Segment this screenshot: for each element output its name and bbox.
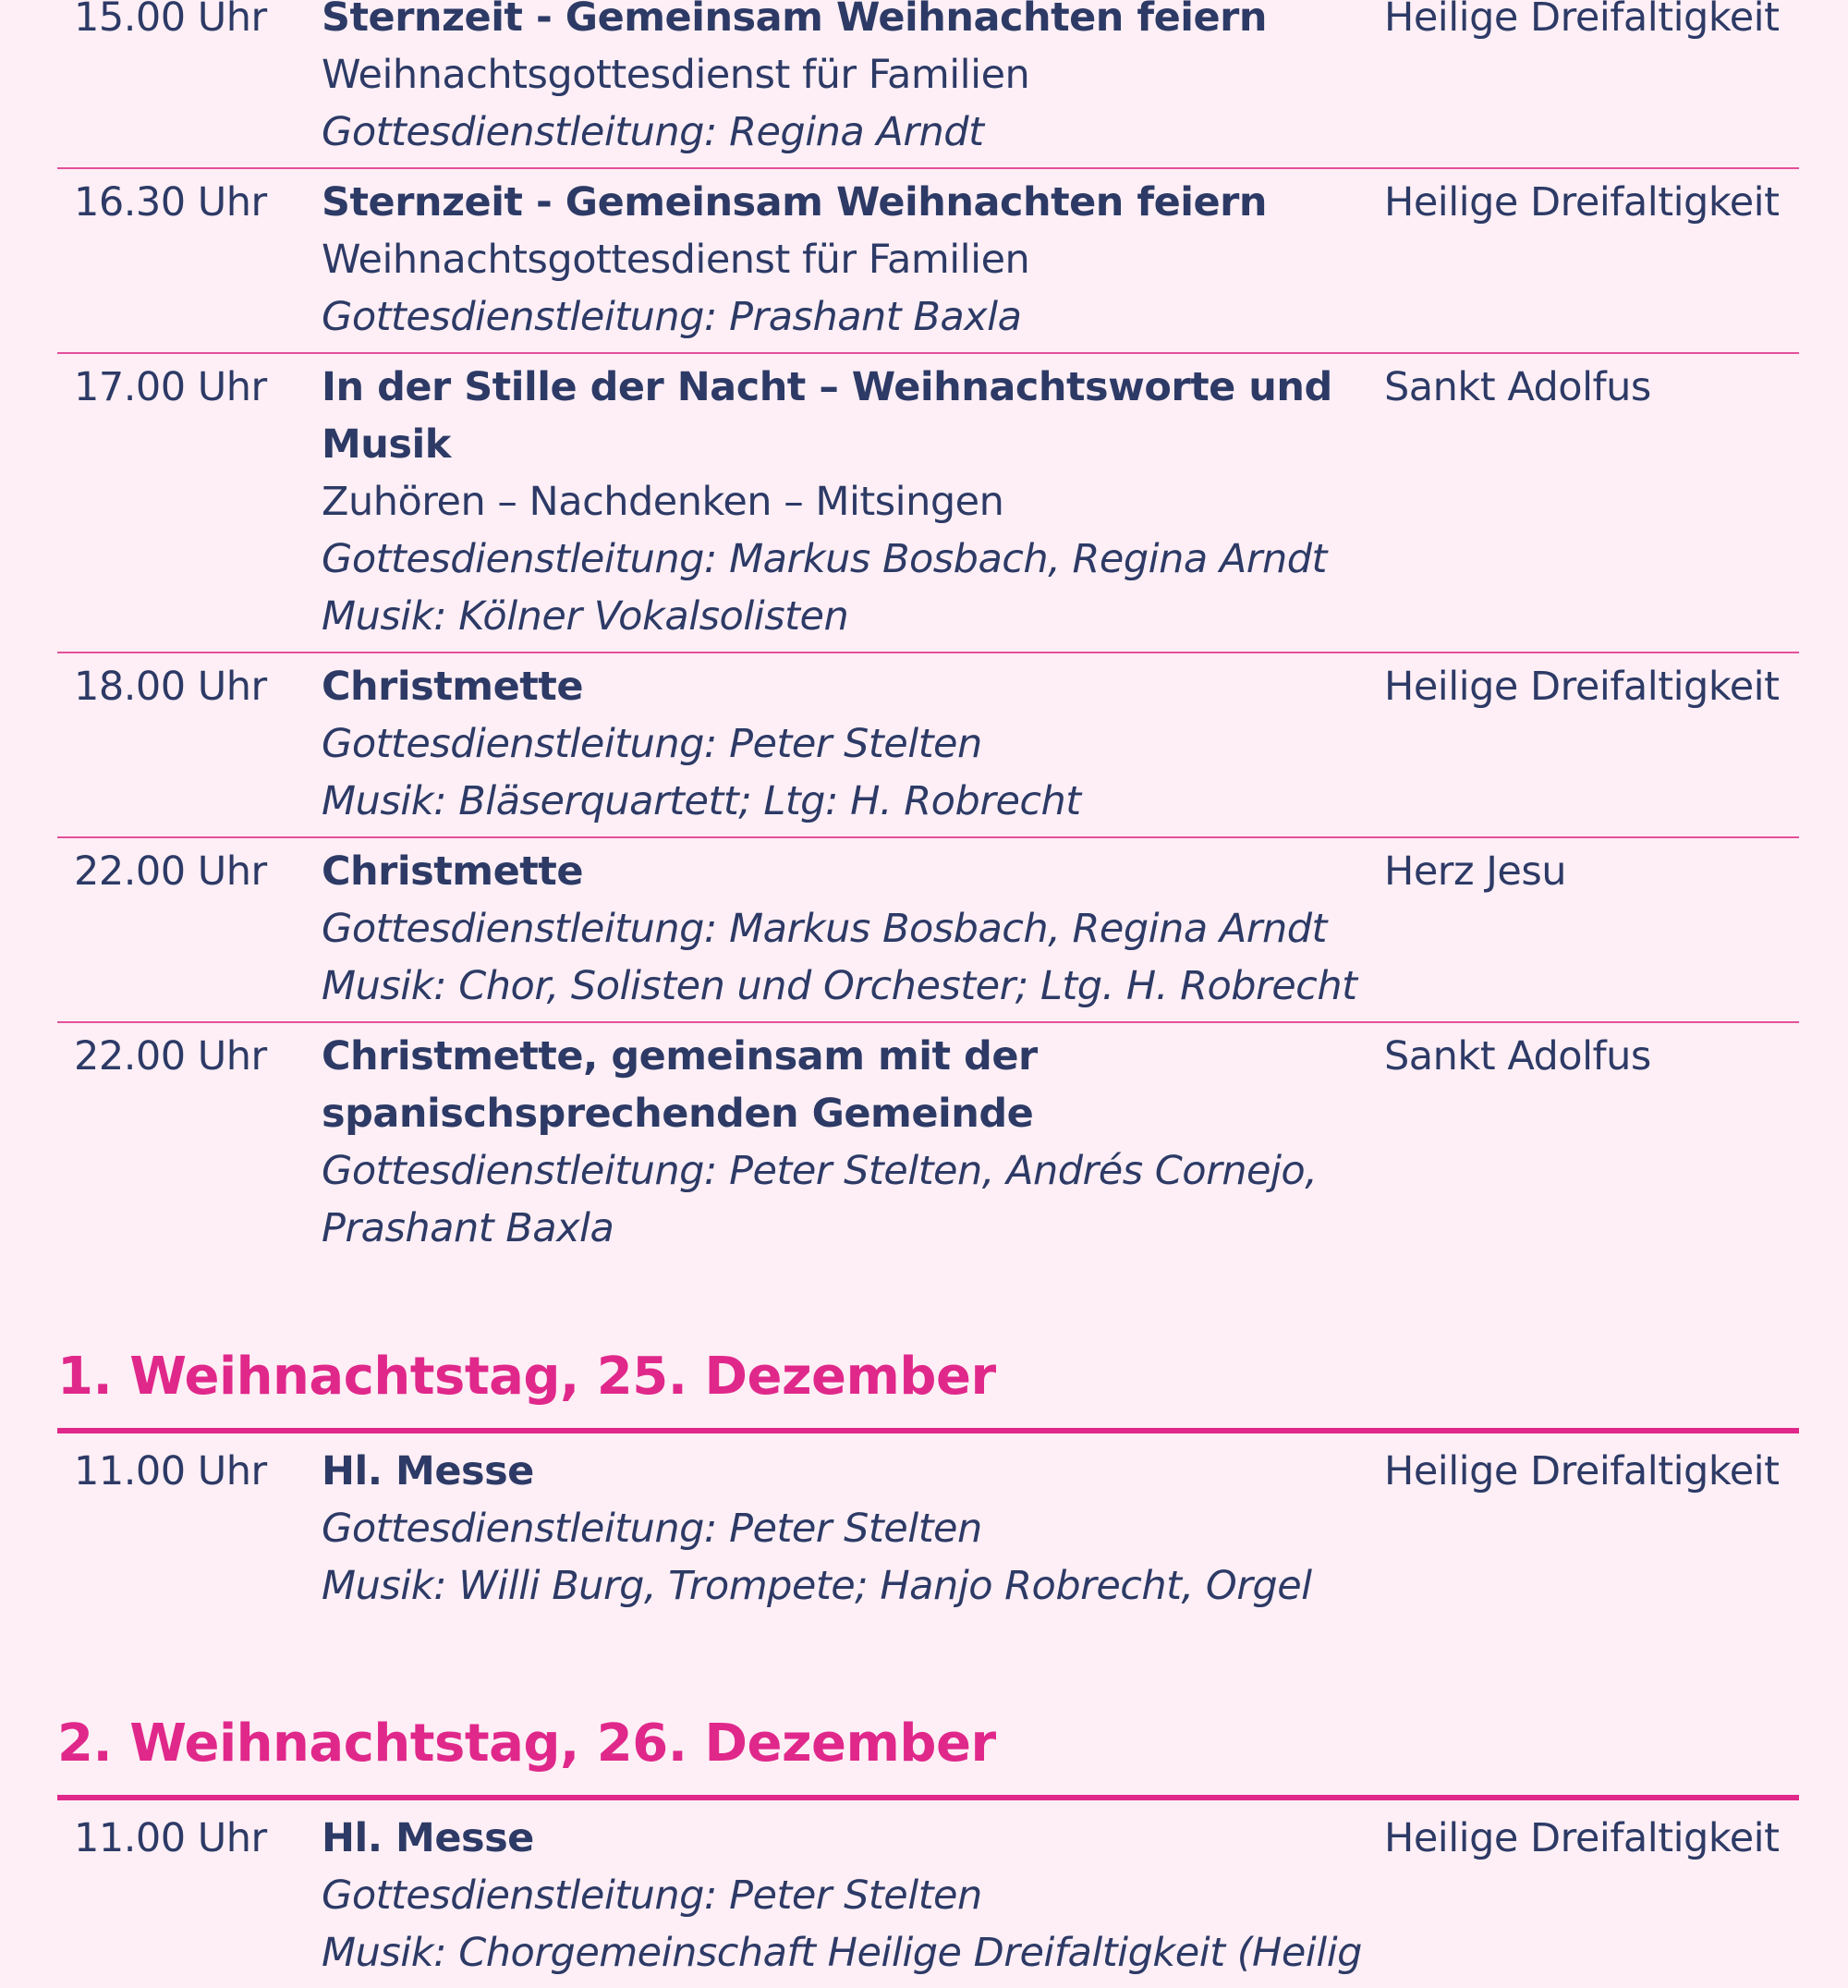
service-time: 11.00 Uhr: [74, 1815, 267, 1861]
service-location: Herz Jesu: [1384, 848, 1566, 895]
service-subtitle: Weihnachtsgottesdienst für Familien: [322, 237, 1030, 283]
service-title: Christmette, gemeinsam mit der: [322, 1033, 1038, 1079]
service-leader: Gottesdienstleitung: Peter Stelten: [322, 1506, 982, 1552]
service-description: [322, 1028, 1384, 1257]
service-row: [57, 0, 1799, 169]
service-time: 15.00 Uhr: [74, 0, 267, 41]
service-leader: Gottesdienstleitung: Markus Bosbach, Regina Arndt: [322, 536, 1327, 582]
service-location: Heilige Dreifaltigkeit: [1384, 179, 1780, 226]
service-title: Hl. Messe: [322, 1448, 534, 1494]
service-location: Heilige Dreifaltigkeit: [1384, 664, 1780, 710]
service-row: [57, 354, 1799, 653]
service-leader: Gottesdienstleitung: Peter Stelten: [322, 1872, 982, 1919]
service-row: [57, 1433, 1799, 1621]
service-title: Christmette: [322, 664, 584, 710]
service-schedule: [57, 0, 1799, 1988]
service-title: Christmette: [322, 848, 584, 895]
service-subtitle: Weihnachtsgottesdienst für Familien: [322, 52, 1030, 98]
service-location: Heilige Dreifaltigkeit: [1384, 1815, 1780, 1861]
service-time: 22.00 Uhr: [74, 848, 267, 895]
service-description: [322, 1810, 1384, 1982]
service-description: [322, 658, 1384, 830]
service-music: Musik: Willi Burg, Trompete; Hanjo Robrecht, Orgel: [322, 1563, 1312, 1609]
service-location: Sankt Adolfus: [1384, 364, 1651, 410]
service-title: In der Stille der Nacht – Weihnachtsworte und Musik: [322, 364, 1332, 468]
service-title: Sternzeit - Gemeinsam Weihnachten feiern: [322, 0, 1267, 41]
service-location: Heilige Dreifaltigkeit: [1384, 0, 1780, 41]
service-description: [322, 1443, 1384, 1615]
service-leader: Gottesdienstleitung: Prashant Baxla: [322, 294, 1022, 340]
service-leader: Gottesdienstleitung: Peter Stelten: [322, 721, 982, 767]
service-description: [322, 359, 1384, 645]
service-title: Hl. Messe: [322, 1815, 534, 1861]
service-leader: Gottesdienstleitung: Peter Stelten, Andrés Cornejo,: [322, 1148, 1318, 1194]
section-heading-christmas-day-1: 1. Weihnachtstag, 25. Dezember: [57, 1345, 1799, 1433]
service-location: Sankt Adolfus: [1384, 1033, 1651, 1079]
service-row: [57, 1023, 1799, 1263]
service-subtitle: Zuhören – Nachdenken – Mitsingen: [322, 479, 1004, 525]
service-row: [57, 653, 1799, 838]
service-time: 22.00 Uhr: [74, 1033, 267, 1079]
service-leader-continued: Prashant Baxla: [322, 1205, 614, 1251]
service-location: Heilige Dreifaltigkeit: [1384, 1448, 1780, 1494]
service-row: [57, 169, 1799, 354]
service-music: Musik: Bläserquartett; Ltg: H. Robrecht: [322, 778, 1081, 824]
service-time: 18.00 Uhr: [74, 664, 267, 710]
service-row: [57, 1800, 1799, 1988]
section-heading-christmas-day-2: 2. Weihnachtstag, 26. Dezember: [57, 1712, 1799, 1800]
service-description: [322, 174, 1384, 346]
service-leader: Gottesdienstleitung: Regina Arndt: [322, 109, 984, 155]
service-description: [322, 0, 1384, 161]
service-description: [322, 843, 1384, 1015]
service-music: Musik: Kölner Vokalsolisten: [322, 593, 849, 640]
service-time: 17.00 Uhr: [74, 364, 267, 410]
service-title: Sternzeit - Gemeinsam Weihnachten feiern: [322, 179, 1267, 226]
service-time: 11.00 Uhr: [74, 1448, 267, 1494]
service-music: Musik: Chor, Solisten und Orchester; Ltg. H. Robrecht: [322, 963, 1357, 1009]
service-music: Musik: Chorgemeinschaft Heilige Dreifaltigkeit (Heilig: [322, 1930, 1362, 1976]
service-row: [57, 838, 1799, 1023]
service-leader: Gottesdienstleitung: Markus Bosbach, Regina Arndt: [322, 906, 1327, 952]
service-time: 16.30 Uhr: [74, 179, 267, 226]
service-title-continued: spanischsprechenden Gemeinde: [322, 1091, 1034, 1137]
